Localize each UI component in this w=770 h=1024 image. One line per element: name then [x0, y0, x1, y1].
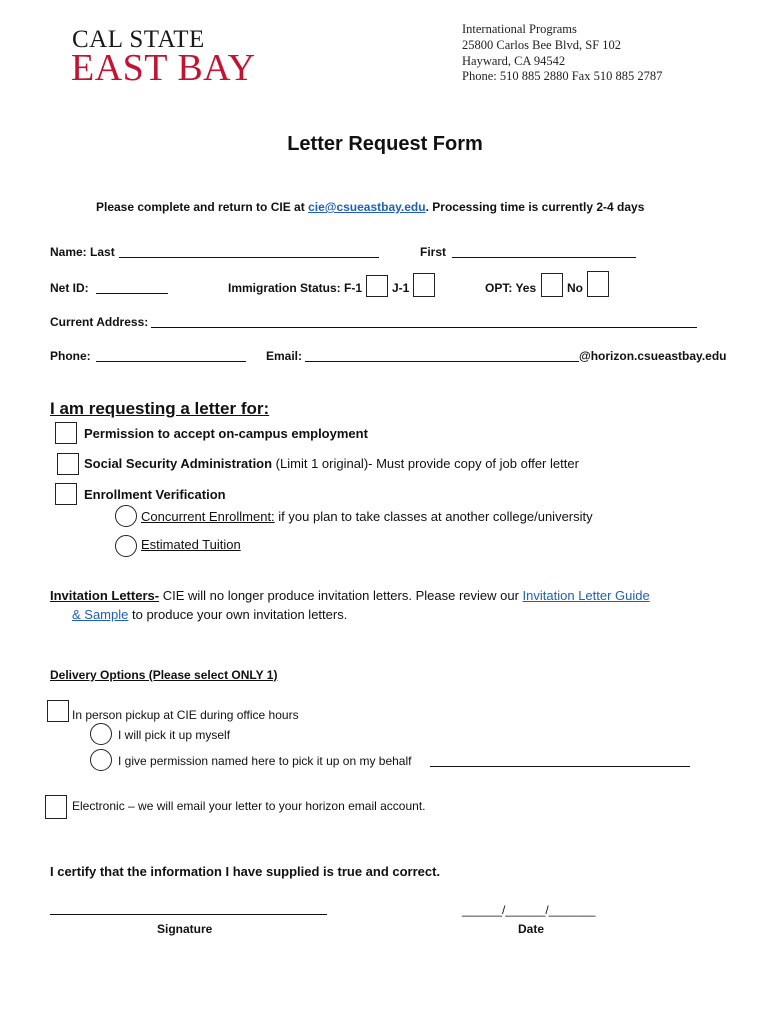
invitation-sample-link[interactable]: & Sample — [72, 607, 129, 622]
address-line-3: Hayward, CA 94542 — [462, 54, 566, 68]
concurrent-enrollment-desc: if you plan to take classes at another college/university — [274, 509, 593, 524]
name-last-label: Name: Last — [50, 245, 115, 259]
last-name-field[interactable] — [119, 257, 379, 258]
proxy-pickup-label: I give permission named here to pick it up on my behalf — [118, 754, 412, 768]
current-address-label: Current Address: — [50, 315, 149, 329]
in-person-checkbox[interactable] — [47, 700, 69, 722]
request-heading: I am requesting a letter for: — [50, 399, 270, 418]
certify-statement: I certify that the information I have supplied is true and correct. — [50, 864, 441, 879]
concurrent-enrollment-label — [141, 509, 593, 524]
cie-email-link[interactable]: cie@csueastbay.edu — [308, 200, 426, 214]
delivery-heading: Delivery Options (Please select ONLY 1) — [50, 668, 278, 682]
j1-label: J-1 — [392, 281, 410, 295]
email-field[interactable] — [305, 361, 579, 362]
enrollment-verification-label: Enrollment Verification — [84, 487, 226, 502]
opt-no-checkbox[interactable] — [587, 271, 609, 297]
invitation-guide-link[interactable]: Invitation Letter Guide — [522, 588, 650, 603]
on-campus-employment-checkbox[interactable] — [55, 422, 77, 444]
first-name-field[interactable] — [452, 257, 636, 258]
address-line-2: 25800 Carlos Bee Blvd, SF 102 — [462, 38, 622, 52]
address-line-4: Phone: 510 885 2880 Fax 510 885 2787 — [462, 69, 663, 83]
estimated-tuition-radio[interactable] — [115, 535, 137, 557]
in-person-label: In person pickup at CIE during office hours — [72, 708, 299, 722]
email-label: Email: — [266, 349, 303, 363]
electronic-label: Electronic – we will email your letter to your horizon email account. — [72, 799, 426, 813]
date-label: Date — [518, 922, 545, 936]
ssa-label-rest: (Limit 1 original)- Must provide copy of job offer letter — [272, 456, 579, 471]
immigration-status-label: Immigration Status: F-1 — [228, 281, 363, 295]
instructions-after: . Processing time is currently 2-4 days — [425, 200, 645, 214]
invitation-text: CIE will no longer produce invitation letters. Please review our — [159, 588, 523, 603]
logo-cal-state: CAL STATE — [72, 26, 205, 53]
instructions — [96, 200, 644, 214]
electronic-checkbox[interactable] — [45, 795, 67, 819]
j1-checkbox[interactable] — [413, 273, 435, 297]
f1-checkbox[interactable] — [366, 275, 388, 297]
enrollment-verification-checkbox[interactable] — [55, 483, 77, 505]
instructions-before: Please complete and return to CIE at — [96, 200, 309, 214]
self-pickup-radio[interactable] — [90, 723, 112, 745]
invitation-text-2: to produce your own invitation letters. — [128, 607, 348, 622]
proxy-pickup-radio[interactable] — [90, 749, 112, 771]
net-id-label: Net ID: — [50, 281, 89, 295]
page-title: Letter Request Form — [287, 133, 483, 155]
estimated-tuition-link[interactable]: Estimated Tuition — [141, 537, 241, 552]
signature-label: Signature — [157, 922, 213, 936]
invitation-paragraph-line1 — [50, 588, 650, 603]
address-line-1: International Programs — [462, 22, 577, 36]
phone-field[interactable] — [96, 361, 246, 362]
ssa-label-bold: Social Security Administration — [84, 456, 273, 471]
signature-field[interactable] — [50, 914, 327, 915]
concurrent-enrollment-radio[interactable] — [115, 505, 137, 527]
opt-yes-checkbox[interactable] — [541, 273, 563, 297]
first-name-label: First — [420, 245, 447, 259]
ssa-label — [84, 456, 579, 471]
logo-east-bay: EAST BAY — [71, 47, 256, 89]
current-address-field[interactable] — [151, 327, 697, 328]
opt-yes-label: OPT: Yes — [485, 281, 537, 295]
phone-label: Phone: — [50, 349, 91, 363]
proxy-name-field[interactable] — [430, 766, 690, 767]
on-campus-employment-label: Permission to accept on-campus employment — [84, 426, 368, 441]
date-field[interactable]: ______/______/_______ — [462, 903, 596, 917]
invitation-label: Invitation Letters- — [50, 588, 160, 603]
opt-no-label: No — [567, 281, 583, 295]
self-pickup-label: I will pick it up myself — [118, 728, 231, 742]
concurrent-enrollment-link[interactable]: Concurrent Enrollment: — [141, 509, 275, 524]
invitation-paragraph-line2 — [72, 607, 347, 622]
email-suffix: @horizon.csueastbay.edu — [579, 349, 727, 363]
net-id-field[interactable] — [96, 293, 168, 294]
ssa-checkbox[interactable] — [57, 453, 79, 475]
